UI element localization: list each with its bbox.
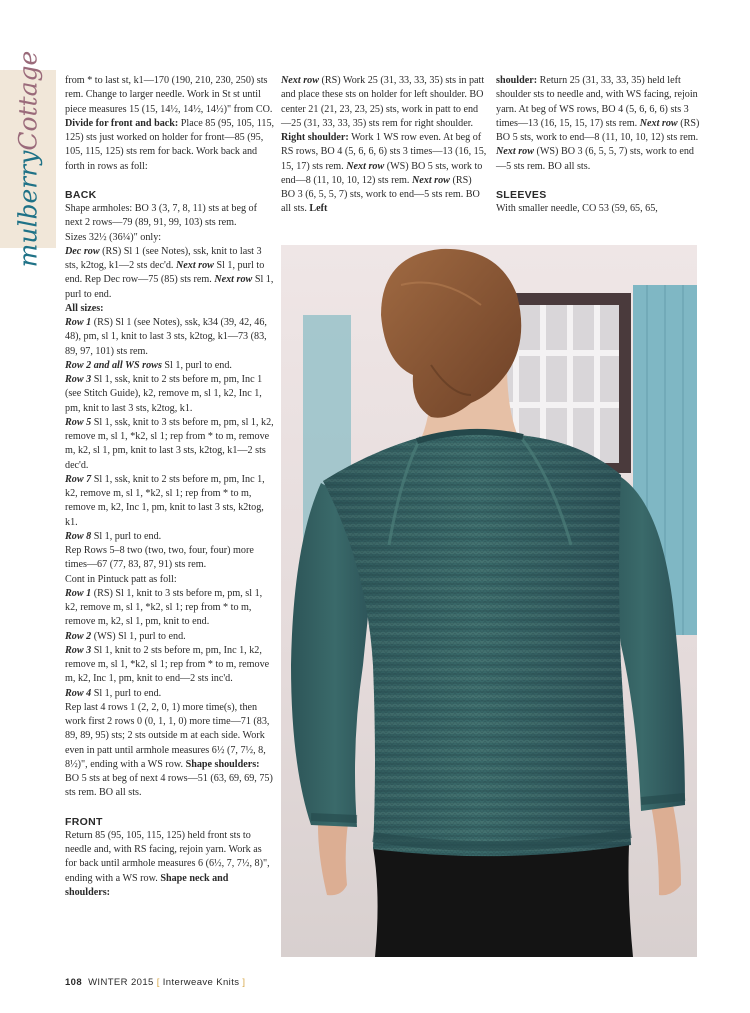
paragraph-front: Return 85 (95, 105, 115, 125) held front sts to needle and, with RS facing, rejoin yarn. Work as for back until armhole measures 6 (6½, 7, 7½, 8)", ending with a WS row. Shape neck and shoulders: (65, 829, 270, 898)
section-heading-back: BACK (65, 188, 97, 201)
paragraph-armholes: Shape armholes: BO 3 (3, 7, 8, 11) sts at beg of next 2 rows—79 (89, 91, 99, 103) sts rem. (65, 203, 257, 229)
pintuck-row-3: Row 3 Sl 1, knit to 2 sts before m, pm, Inc 1, k2, remove m, sl 1, *k2, sl 1; rep from * to m, remove m, k2, Inc 1, pm, knit to end—2 sts inc'd. (65, 644, 270, 685)
pintuck-row-4: Row 4 Sl 1, purl to end. (65, 687, 162, 699)
text-column-3 (496, 74, 701, 216)
brand-second: Cottage (13, 50, 43, 151)
text-column-2 (281, 74, 488, 217)
row-8: Row 8 Sl 1, purl to end. (65, 530, 162, 542)
page-footer: 108 WINTER 2015 [ Interweave Knits ] (65, 977, 246, 988)
skirt (373, 845, 633, 957)
paragraph-intro: from * to last st, k1—170 (190, 210, 230, 250) sts rem. Change to larger needle. Work in St st until piece measures 15 (15, 14½, 14½, 14½)" from CO. Divide for front and back: Place 85 (95, 105, 115, 125) sts just worked on holder for front—85 (95, 105, 115, 125) sts rem for back. Work back and forth in rows as foll: (65, 75, 275, 172)
row-1: Row 1 (RS) Sl 1 (see Notes), ssk, k34 (39, 42, 46, 48), pm, sl 1, knit to last 3 sts, k2tog, k1—73 (83, 89, 97, 101) sts rem. (65, 317, 267, 357)
paragraph-sleeves: With smaller needle, CO 53 (59, 65, 65, (496, 203, 658, 214)
section-heading-sleeves: SLEEVES (496, 188, 547, 201)
brand-logo (13, 50, 43, 268)
text-column-1 (65, 74, 275, 900)
paragraph-dec-row: Dec row (RS) Sl 1 (see Notes), ssk, knit to last 3 sts, k2tog, k1—2 sts dec'd. Next row Sl 1, purl to end. Rep Dec row—75 (85) sts rem. Next row Sl 1, purl to end. (65, 245, 274, 300)
paragraph-left-shoulder: shoulder: Return 25 (31, 33, 33, 35) held left shoulder sts to needle and, with WS facing, rejoin yarn. At beg of WS rows, BO 4 (5, 6, 6, 6) sts 3 times—13 (16, 15, 15, 17) sts rem. Next row (RS) BO 5 sts, work to end—8 (11, 10, 10, 12) sts rem. Next row (WS) BO 3 (6, 5, 5, 7) sts, work to end—5 sts rem. BO all sts. (496, 75, 700, 172)
magazine-name: Interweave Knits (162, 977, 240, 988)
issue-season: WINTER 2015 (88, 977, 154, 988)
paragraph-pintuck: Cont in Pintuck patt as foll: (65, 573, 177, 585)
paragraph-sizes: Sizes 32½ (36¼)" only: (65, 231, 162, 243)
row-5: Row 5 Sl 1, ssk, knit to 3 sts before m, pm, sl 1, k2, remove m, sl 1, *k2, sl 1; rep from * to m, remove m, k2, sl 1, pm, knit to last 3 sts, k2tog, k1—2 sts dec'd. (65, 416, 274, 471)
row-7: Row 7 Sl 1, ssk, knit to 2 sts before m, pm, Inc 1, k2, remove m, sl 1, *k2, sl 1; rep from * to m, remove m, k2, Inc 1, pm, knit to last 3 sts, k2tog, k1. (65, 473, 265, 528)
sweater-photo (281, 245, 697, 957)
page-number: 108 (65, 977, 83, 988)
paragraph-all-sizes: All sizes: (65, 302, 104, 314)
row-2: Row 2 and all WS rows Sl 1, purl to end. (65, 359, 232, 371)
brand-first: mulberry (13, 150, 43, 268)
pintuck-row-2: Row 2 (WS) Sl 1, purl to end. (65, 630, 186, 642)
row-3: Row 3 Sl 1, ssk, knit to 2 sts before m, pm, Inc 1 (see Stitch Guide), k2, remove m, sl 1, k2, Inc 1, pm, knit to last 3 sts, k2tog, k1. (65, 374, 263, 414)
photo-illustration (281, 245, 697, 957)
section-heading-front: FRONT (65, 815, 103, 828)
pintuck-row-1: Row 1 (RS) Sl 1, knit to 3 sts before m, pm, sl 1, k2, remove m, sl 1, *k2, sl 1; rep from * to m, remove m, k2, sl 1, pm, knit to end. (65, 587, 263, 628)
paragraph-neck: Next row (RS) Work 25 (31, 33, 33, 35) sts in patt and place these sts on holder for left shoulder. BO center 21 (21, 23, 23, 25) sts, work in patt to end—25 (31, 33, 33, 35) sts rem for right shoulder. Right shoulder: Work 1 WS row even. At beg of RS rows, BO 4 (5, 6, 6, 6) sts 3 times—13 (16, 15, 15, 17) sts rem. Next row (WS) BO 5 sts, work to end—8 (11, 10, 10, 12) sts rem. Next row (RS) BO 3 (6, 5, 5, 7) sts, work to end—5 sts rem. BO all sts. Left (281, 75, 487, 215)
paragraph-shoulders: Rep last 4 rows 1 (2, 2, 0, 1) more time(s), then work first 2 rows 0 (0, 1, 1, 0) more time—71 (83, 89, 89, 95) sts; 2 sts outside m at each side. Work even in patt until armhole measures 6½ (7, 7½, 8, 8½)", ending with a WS row. Shape shoulders: BO 5 sts at beg of next 4 rows—51 (63, 69, 69, 75) sts rem. BO all sts. (65, 701, 273, 799)
paragraph-repeat-rows: Rep Rows 5–8 two (two, two, four, four) more times—67 (77, 83, 87, 91) sts rem. (65, 545, 254, 571)
